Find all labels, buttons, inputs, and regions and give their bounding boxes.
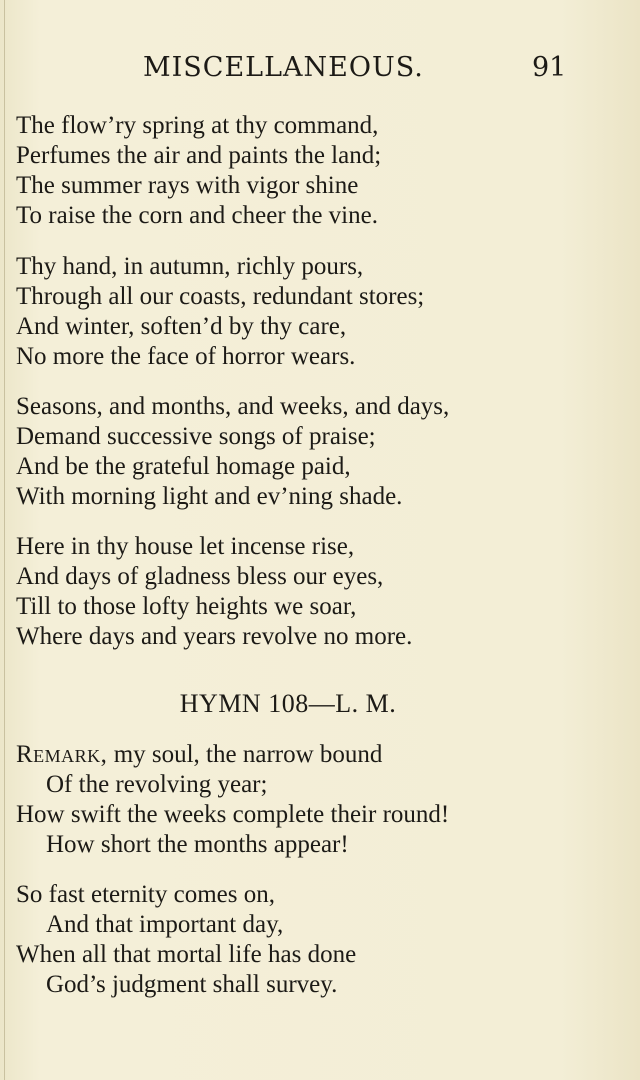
verse-line: No more the face of horror wears. xyxy=(16,343,356,370)
verse-line: How swift the weeks complete their round! xyxy=(16,801,450,828)
hymn-heading xyxy=(0,686,640,722)
verse-line: Through all our coasts, redundant stores; xyxy=(16,283,425,310)
running-head-title: MISCELLANEOUS. xyxy=(143,52,424,83)
running-head xyxy=(0,50,640,86)
first-word: Remark, xyxy=(16,741,108,768)
page-number: 91 xyxy=(532,52,567,83)
verse-line: And be the grateful homage paid, xyxy=(16,453,351,480)
hymn-heading-text: HYMN 108—L. M. xyxy=(179,689,397,718)
verse-line: And that important day, xyxy=(46,911,284,938)
verse-line: Of the revolving year; xyxy=(46,771,268,798)
verse-line: Here in thy house let incense rise, xyxy=(16,533,355,560)
verse-line: To raise the corn and cheer the vine. xyxy=(16,202,378,229)
verse-line: Thy hand, in autumn, richly pours, xyxy=(16,253,364,280)
verse-line: Demand successive songs of praise; xyxy=(16,423,376,450)
verse-line: Where days and years revolve no more. xyxy=(16,623,413,650)
verse-line: The summer rays with vigor shine xyxy=(16,172,359,199)
verse-line: Seasons, and months, and weeks, and days, xyxy=(16,393,450,420)
verse-line: When all that mortal life has done xyxy=(16,941,357,968)
verse-line: How short the months appear! xyxy=(46,831,349,858)
verse-line: And winter, soften’d by thy care, xyxy=(16,313,347,340)
verse-line: Till to those lofty heights we soar, xyxy=(16,593,357,620)
verse-line: God’s judgment shall survey. xyxy=(46,971,338,998)
verse-line: With morning light and ev’ning shade. xyxy=(16,483,403,510)
page-gutter-edge xyxy=(4,0,5,1080)
first-line-rest: my soul, the narrow bound xyxy=(107,741,383,768)
verse-line: The flow’ry spring at thy command, xyxy=(16,112,379,139)
verse-line: So fast eternity comes on, xyxy=(16,881,275,908)
verse-line-first xyxy=(16,740,382,770)
verse-line: Perfumes the air and paints the land; xyxy=(16,142,382,169)
verse-line: And days of gladness bless our eyes, xyxy=(16,563,384,590)
